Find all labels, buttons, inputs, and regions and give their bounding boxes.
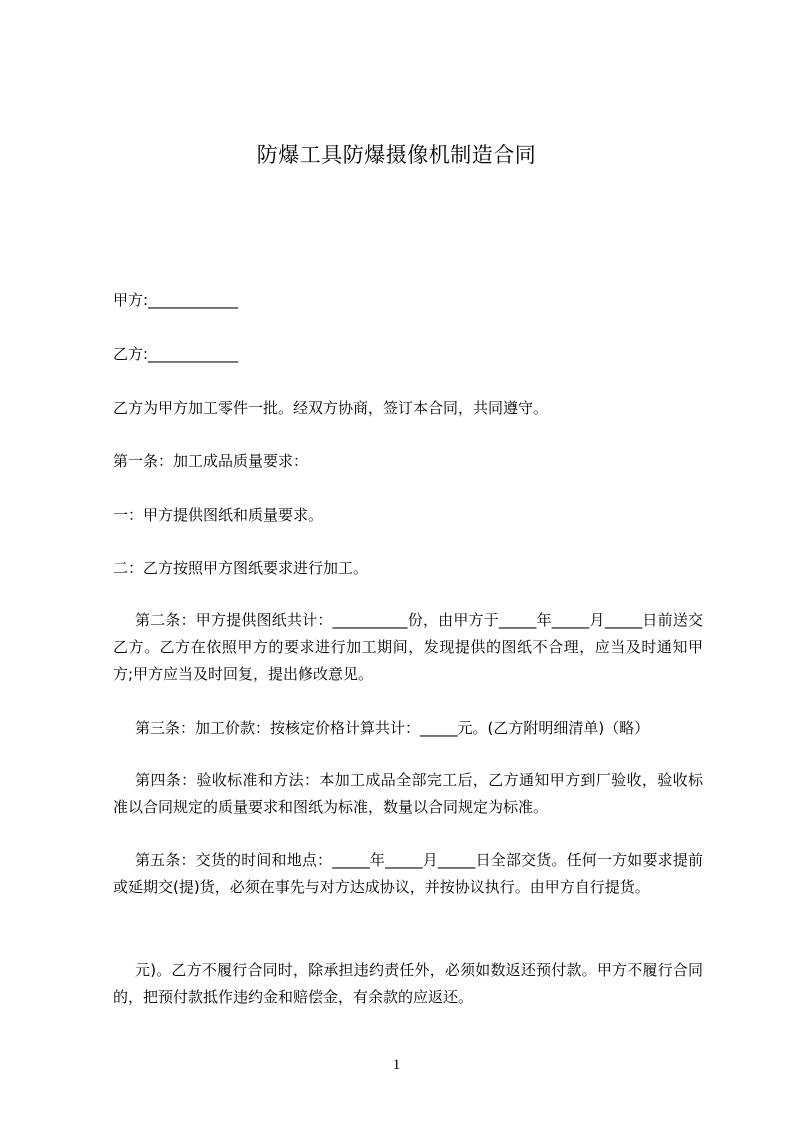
article-3-paragraph: 第三条：加工价款：按核定价格计算共计：_____元。(乙方附明细清单)（略）: [135, 719, 650, 737]
article-1-item-1: 一：甲方提供图纸和质量要求。: [113, 506, 324, 524]
article-4-paragraph: 第四条：验收标准和方法：本加工成品全部完工后，乙方通知甲方到厂验收，验收标准以合同规定的质量要求和图纸为标准，数量以合同规定为标准。: [113, 771, 703, 816]
article-2-paragraph: 第二条：甲方提供图纸共计：__________份，由甲方于_____年_____月_____日前送交乙方。乙方在依照甲方的要求进行加工期间，发现提供的图纸不合理，应当及时通知甲方;甲方应当及时回复，提出修改意见。: [113, 611, 703, 683]
article-5-paragraph: 第五条：交货的时间和地点：_____年_____月_____日全部交货。任何一方如要求提前或延期交(提)货，必须在事先与对方达成协议，并按协议执行。由甲方自行提货。: [113, 851, 703, 896]
page-number: 1: [392, 1057, 401, 1073]
party-b-line: 乙方:____________: [113, 345, 239, 363]
article-1-item-2: 二：乙方按照甲方图纸要求进行加工。: [113, 559, 369, 577]
article-1-heading: 第一条：加工成品质量要求：: [113, 452, 309, 470]
document-title: 防爆工具防爆摄像机制造合同: [256, 143, 537, 167]
preamble-paragraph: 乙方为甲方加工零件一批。经双方协商，签订本合同，共同遵守。: [113, 399, 549, 417]
party-a-line: 甲方:____________: [113, 291, 239, 309]
penalty-paragraph: 元)。乙方不履行合同时，除承担违约责任外，必须如数返还预付款。甲方不履行合同的，把预付款抵作违约金和赔偿金，有余款的应返还。: [113, 961, 703, 1006]
